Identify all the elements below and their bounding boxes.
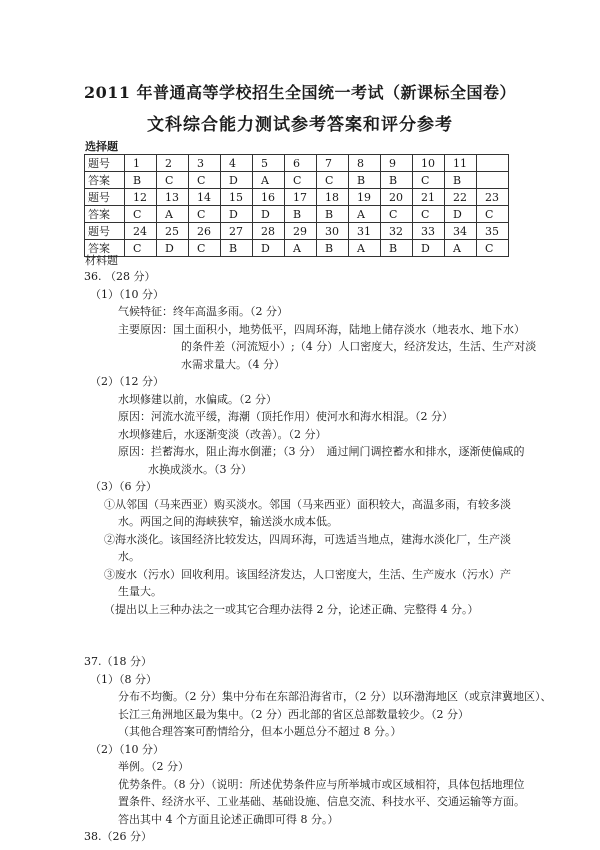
table-cell: C xyxy=(189,206,221,223)
answer-line: 水。 xyxy=(118,550,140,563)
table-cell: 1 xyxy=(125,155,157,172)
answer-line: ③废水（污水）回收利用。该国经济发达，人口密度大，生活、生产废水（污水）产 xyxy=(104,567,511,581)
table-cell: C xyxy=(189,172,221,189)
answer-line: （其他合理答案可酌情给分，但本小题总分不超过 8 分。） xyxy=(118,725,402,738)
answer-line: 原因：拦蓄海水，阻止海水倒灌；（3 分） 通过闸门调控蓄水和排水，逐渐使偏咸的 xyxy=(118,445,525,458)
table-cell: B xyxy=(381,172,413,189)
row-header-cell: 题号 xyxy=(85,223,125,240)
answer-line: 气候特征：终年高温多雨。（2 分） xyxy=(118,305,288,318)
table-row xyxy=(85,189,509,206)
answer-line: 优势条件。（8 分）（说明：所述优势条件应与所举城市或区域相符，具体包括地理位 xyxy=(118,777,525,791)
table-cell: C xyxy=(413,172,445,189)
table-cell: 13 xyxy=(157,189,189,206)
material-answers xyxy=(84,268,552,846)
table-cell: 2 xyxy=(157,155,189,172)
table-cell: 14 xyxy=(189,189,221,206)
table-row xyxy=(85,223,509,240)
answer-line: 的条件差（河流短小）;（4 分）人口密度大，经济发达，生活、生产对淡 xyxy=(181,340,537,353)
table-row xyxy=(85,240,509,257)
answer-line: 举例。（2 分） xyxy=(118,760,189,773)
table-cell: 12 xyxy=(125,189,157,206)
table-cell: 22 xyxy=(445,189,477,206)
table-cell: 4 xyxy=(221,155,253,172)
row-header-cell: 题号 xyxy=(85,155,125,172)
table-cell: 26 xyxy=(189,223,221,240)
table-cell: D xyxy=(221,172,253,189)
answer-line: 分布不均衡。（2 分）集中分布在东部沿海省市，（2 分）以环渤海地区（或京津冀地区）、 xyxy=(118,690,552,703)
answer-line: （1）（8 分） xyxy=(90,672,157,686)
table-cell: 11 xyxy=(445,155,477,172)
table-cell: B xyxy=(381,240,413,257)
table-cell: 15 xyxy=(221,189,253,206)
table-cell: 32 xyxy=(381,223,413,240)
table-cell: B xyxy=(445,172,477,189)
table-cell: A xyxy=(445,240,477,257)
section-choice-label: 选择题 xyxy=(85,140,118,153)
row-header-cell: 答案 xyxy=(85,240,125,257)
table-cell: D xyxy=(221,206,253,223)
row-header-cell: 答案 xyxy=(85,172,125,189)
table-cell: C xyxy=(125,240,157,257)
table-cell: 7 xyxy=(317,155,349,172)
table-cell: 29 xyxy=(285,223,317,240)
table-cell: B xyxy=(285,206,317,223)
table-cell: 17 xyxy=(285,189,317,206)
table-cell: C xyxy=(157,172,189,189)
table-row xyxy=(85,155,509,172)
table-cell: C xyxy=(381,206,413,223)
table-cell: 20 xyxy=(381,189,413,206)
table-cell: C xyxy=(477,240,509,257)
table-cell: 6 xyxy=(285,155,317,172)
table-row xyxy=(85,172,509,189)
answer-line: 置条件、经济水平、工业基础、基础设施、信息交流、科技水平、交通运输等方面。 xyxy=(118,795,525,808)
answer-line: 原因：河流水流平缓，海潮（顶托作用）使河水和海水相混。（2 分） xyxy=(118,410,453,423)
table-cell: A xyxy=(349,206,381,223)
table-cell: C xyxy=(285,172,317,189)
answer-line: （3）（6 分） xyxy=(90,480,157,493)
table-cell: 28 xyxy=(253,223,285,240)
table-cell: 27 xyxy=(221,223,253,240)
answer-line: 答出其中 4 个方面且论述正确即可得 8 分。） xyxy=(118,812,339,826)
table-cell: 16 xyxy=(253,189,285,206)
table-cell: 5 xyxy=(253,155,285,172)
table-cell: C xyxy=(189,240,221,257)
table-cell: C xyxy=(413,206,445,223)
answer-line: 生量大。 xyxy=(118,585,162,598)
section-material-label: 材料题 xyxy=(85,254,118,267)
table-cell: A xyxy=(285,240,317,257)
table-cell: 23 xyxy=(477,189,509,206)
table-cell: B xyxy=(125,172,157,189)
table-cell: B xyxy=(349,172,381,189)
table-cell: 30 xyxy=(317,223,349,240)
answer-line: 37.（18 分） xyxy=(84,655,152,668)
answer-line: 36. （28 分） xyxy=(84,270,156,283)
answer-line: 主要原因：国土面积小，地势低平，四周环海，陆地上储存淡水（地表水、地下水） xyxy=(118,322,525,336)
answer-table xyxy=(84,154,509,257)
table-row xyxy=(85,206,509,223)
table-cell: D xyxy=(413,240,445,257)
table-cell: D xyxy=(445,206,477,223)
answer-line: （提出以上三种办法之一或其它合理办法得 2 分，论述正确、完整得 4 分。） xyxy=(104,602,479,616)
table-cell: 21 xyxy=(413,189,445,206)
table-cell: 19 xyxy=(349,189,381,206)
table-cell: 31 xyxy=(349,223,381,240)
table-cell: D xyxy=(157,240,189,257)
table-cell: C xyxy=(317,172,349,189)
answer-line: （1）（10 分） xyxy=(90,287,164,301)
answer-line: 长江三角洲地区最为集中。（2 分）西北部的省区总部数量较少。（2 分） xyxy=(118,707,469,721)
table-cell: A xyxy=(349,240,381,257)
table-cell: 24 xyxy=(125,223,157,240)
answer-line: （2）（10 分） xyxy=(90,742,164,756)
table-cell: 18 xyxy=(317,189,349,206)
table-cell: 25 xyxy=(157,223,189,240)
table-cell: D xyxy=(253,240,285,257)
answer-line: （2）（12 分） xyxy=(90,375,164,388)
table-cell: A xyxy=(253,172,285,189)
table-cell: D xyxy=(253,206,285,223)
answer-line: 38.（26 分） xyxy=(84,830,152,843)
table-cell: C xyxy=(125,206,157,223)
table-cell: 9 xyxy=(381,155,413,172)
answer-line: 水需求量大。（4 分） xyxy=(181,357,285,371)
answer-line: 水换成淡水。（3 分） xyxy=(148,462,252,476)
spacer xyxy=(84,636,524,654)
spacer xyxy=(84,618,524,636)
table-cell: 8 xyxy=(349,155,381,172)
table-cell: B xyxy=(221,240,253,257)
table-cell: 33 xyxy=(413,223,445,240)
table-cell: C xyxy=(477,206,509,223)
table-cell: A xyxy=(157,206,189,223)
table-cell xyxy=(477,155,509,172)
answer-line: 水坝修建后，水逐渐变淡（改善）。（2 分） xyxy=(118,427,327,441)
table-cell: 3 xyxy=(189,155,221,172)
table-cell: B xyxy=(317,206,349,223)
table-cell: B xyxy=(317,240,349,257)
answer-line: 水。两国之间的海峡狭窄，输送淡水成本低。 xyxy=(118,515,338,528)
answer-key-title: 文科综合能力测试参考答案和评分参考 xyxy=(147,115,453,135)
table-cell: 34 xyxy=(445,223,477,240)
table-cell xyxy=(477,172,509,189)
answer-line: ②海水淡化。该国经济比较发达，四周环海，可选适当地点，建海水淡化厂，生产淡 xyxy=(104,532,511,546)
table-cell: 10 xyxy=(413,155,445,172)
row-header-cell: 答案 xyxy=(85,206,125,223)
answer-line: ①从邻国（马来西亚）购买淡水。邻国（马来西亚）面积较大，高温多雨，有较多淡 xyxy=(104,497,511,511)
table-cell: 35 xyxy=(477,223,509,240)
row-header-cell: 题号 xyxy=(85,189,125,206)
exam-title: 2011 年普通高等学校招生全国统一考试（新课标全国卷） xyxy=(83,83,517,102)
answer-line: 水坝修建以前，水偏咸。（2 分） xyxy=(118,392,277,406)
